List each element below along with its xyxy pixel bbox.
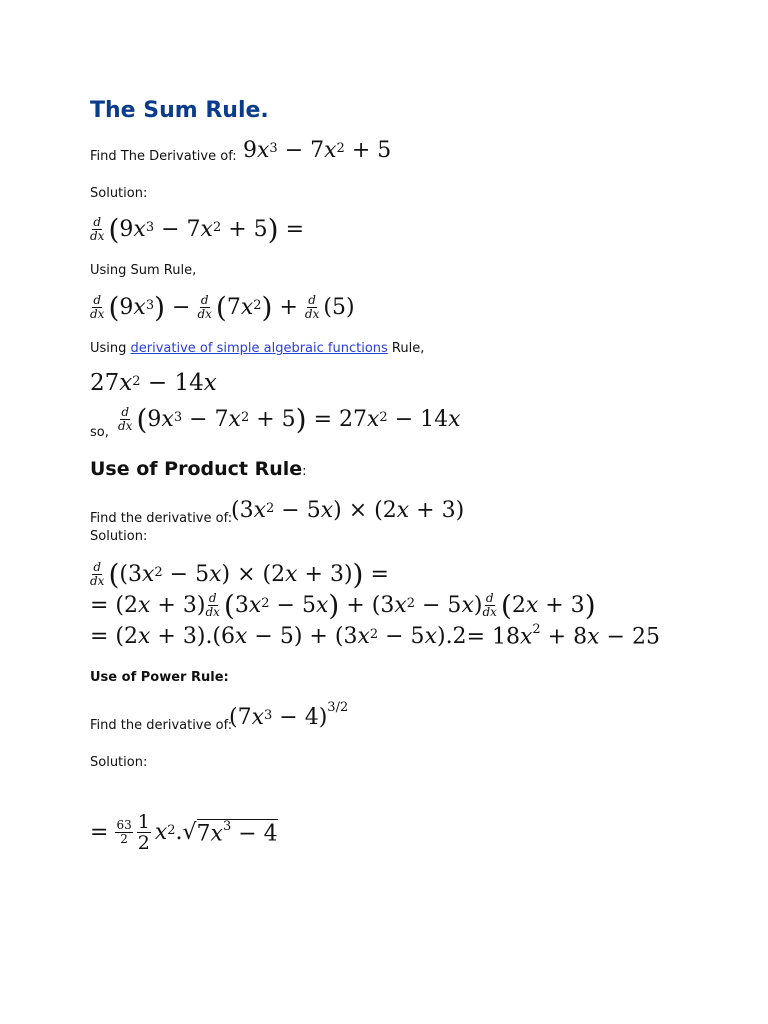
sum-find-label: Find The Derivative of: <box>90 149 237 164</box>
product-heading-colon: : <box>302 464 307 479</box>
power-result: = $\frac{63}{2}$ $\frac{1}{2}$ x $^2$ .√ $7x^3 - 4$ <box>90 811 278 854</box>
product-expression: (3 x $^2$ − 5 x ) × (2 x + 3) <box>231 498 465 523</box>
sum-rule-heading: The Sum Rule. <box>90 98 269 123</box>
product-step-2: = (2 x + 3) $\frac{d}{dx}$ ( 3 x $^2$ − 5 x ) + (3 x $^2$ − 5 x ) $\frac{d}{dx}$ ( 2 x + 3 ) <box>90 588 596 622</box>
product-step-1: $\frac{d}{dx}$ ( (3 x $^2$ − 5 x ) × (2 x + 3) ) = <box>90 557 389 591</box>
sum-so-label: so, <box>90 425 109 440</box>
using-suffix: Rule, <box>387 341 425 356</box>
power-rule-heading: Use of Power Rule: <box>90 670 229 685</box>
power-expression: (7 x $^3$ − 4) $^{3/2}$ <box>229 700 349 730</box>
using-prefix: Using <box>90 341 131 356</box>
sum-expression: 9 x $^3$ − 7 x $^2$ + 5 <box>243 138 392 163</box>
sum-solution-label: Solution: <box>90 186 148 201</box>
sum-using-link-line <box>90 341 424 356</box>
algebraic-functions-link[interactable]: derivative of simple algebraic functions <box>130 341 388 356</box>
sum-step-1: $\frac{d}{dx}$ ( 9 x $^3$ − 7 x $^2$ + 5 ) = <box>90 212 305 246</box>
product-step-3: = (2 x + 3).(6 x − 5) + (3 x $^2$ − 5 x ).2 = $18x^2 + 8x - 25$ <box>90 622 660 650</box>
sum-result: 27 x $^2$ − 14 x <box>90 370 217 396</box>
power-find-label: Find the derivative of: <box>90 718 233 733</box>
product-find-label: Find the derivative of: <box>90 511 233 526</box>
product-final: = $18x^2 + 8x - 25$ <box>466 622 660 650</box>
sum-step-2: $\frac{d}{dx}$ ( 9 x $^3$ ) − $\frac{d}{dx}$ ( 7 x $^2$ ) + $\frac{d}{dx}$ (5) <box>90 290 355 324</box>
power-solution-label: Solution: <box>90 755 148 770</box>
sum-conclusion: $\frac{d}{dx}$ ( 9 x $^3$ − 7 x $^2$ + 5 ) = 27 x $^2$ − 14 x <box>118 402 461 436</box>
sum-using-label: Using Sum Rule, <box>90 263 197 278</box>
product-heading-text: Use of Product Rule <box>90 458 303 480</box>
product-solution-label: Solution: <box>90 529 148 544</box>
product-rule-heading <box>90 458 307 480</box>
